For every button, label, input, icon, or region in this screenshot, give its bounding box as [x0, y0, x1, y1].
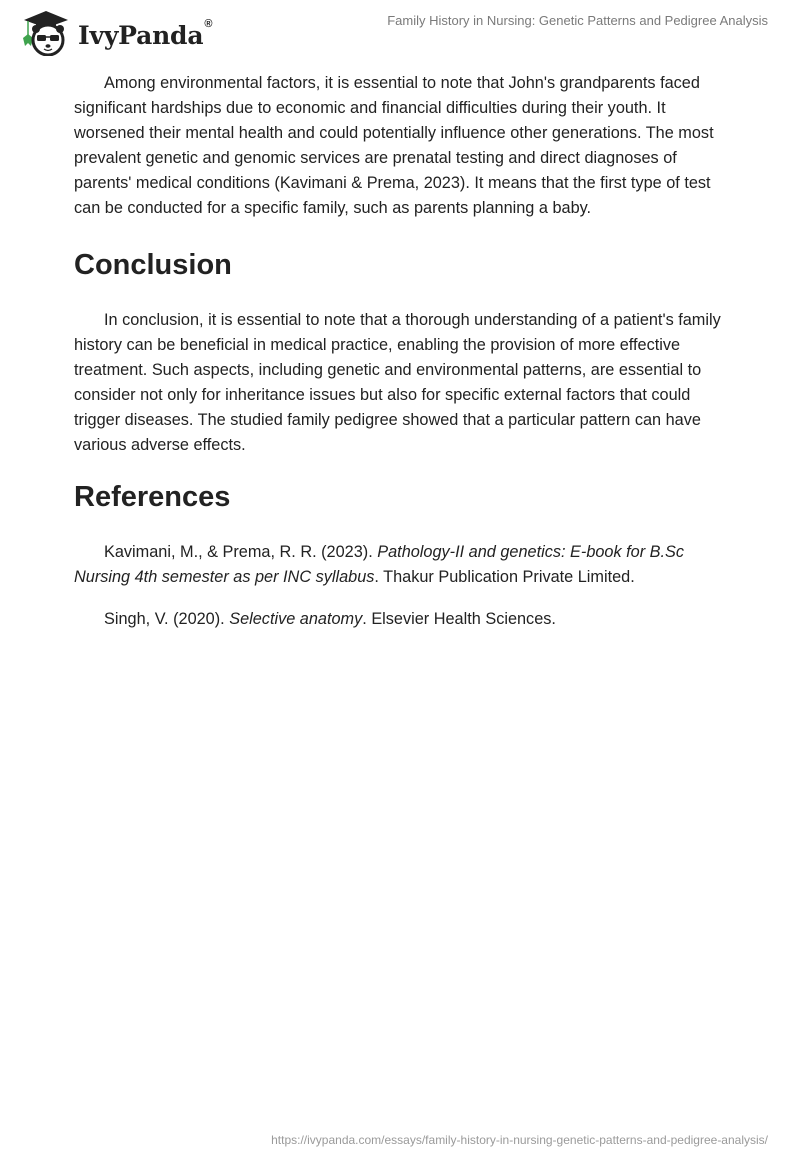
references-list — [74, 540, 734, 632]
document-title: Family History in Nursing: Genetic Patterns and Pedigree Analysis — [387, 13, 768, 28]
reference-authors: Kavimani, M., & Prema, R. R. (2023). — [104, 543, 378, 561]
reference-title: Pathology-II and genetics: E-book for B.Sc Nursing 4th semester as per INC syllabus — [74, 543, 685, 586]
reference-item — [74, 540, 734, 590]
reference-item — [74, 607, 734, 632]
conclusion-heading: Conclusion — [74, 249, 232, 281]
ivypanda-logo[interactable] — [18, 8, 212, 56]
document-body — [74, 71, 734, 632]
page-header — [0, 0, 800, 62]
reference-authors: Singh, V. (2020). — [104, 610, 230, 628]
panda-graduate-logo-icon — [18, 8, 76, 56]
reference-title: Selective anatomy — [229, 610, 363, 628]
reference-publisher: . Elsevier Health Sciences. — [362, 610, 556, 628]
conclusion-paragraph: In conclusion, it is essential to note that a thorough understanding of a patient's family history can be beneficial in medical practice, enabling the provision of more effective treatment. Such aspects, including genetic and environmental patterns, are essential to consider not only for inheritance issues but also for specific external factors that could trigger diseases. The studied family pedigree showed that a particular pattern can have various adverse effects. — [74, 311, 721, 454]
references-heading: References — [74, 481, 231, 513]
intro-paragraph: Among environmental factors, it is essential to note that John's grandparents faced significant hardships due to economic and financial difficulties during their youth. It worsened their mental health and could potentially influence other generations. The most prevalent genetic and genomic services are prenatal testing and direct diagnoses of parents' medical conditions (Kavimani & Prema, 2023). It means that the first type of test can be conducted for a specific family, such as parents planning a baby. — [74, 74, 714, 217]
brand-name: IvyPanda® — [78, 17, 213, 50]
registered-mark: ® — [204, 17, 213, 30]
reference-publisher: . Thakur Publication Private Limited. — [374, 568, 635, 586]
footer-url-link[interactable]: https://ivypanda.com/essays/family-history-in-nursing-genetic-patterns-and-pedigree-analysis/ — [271, 1133, 768, 1147]
